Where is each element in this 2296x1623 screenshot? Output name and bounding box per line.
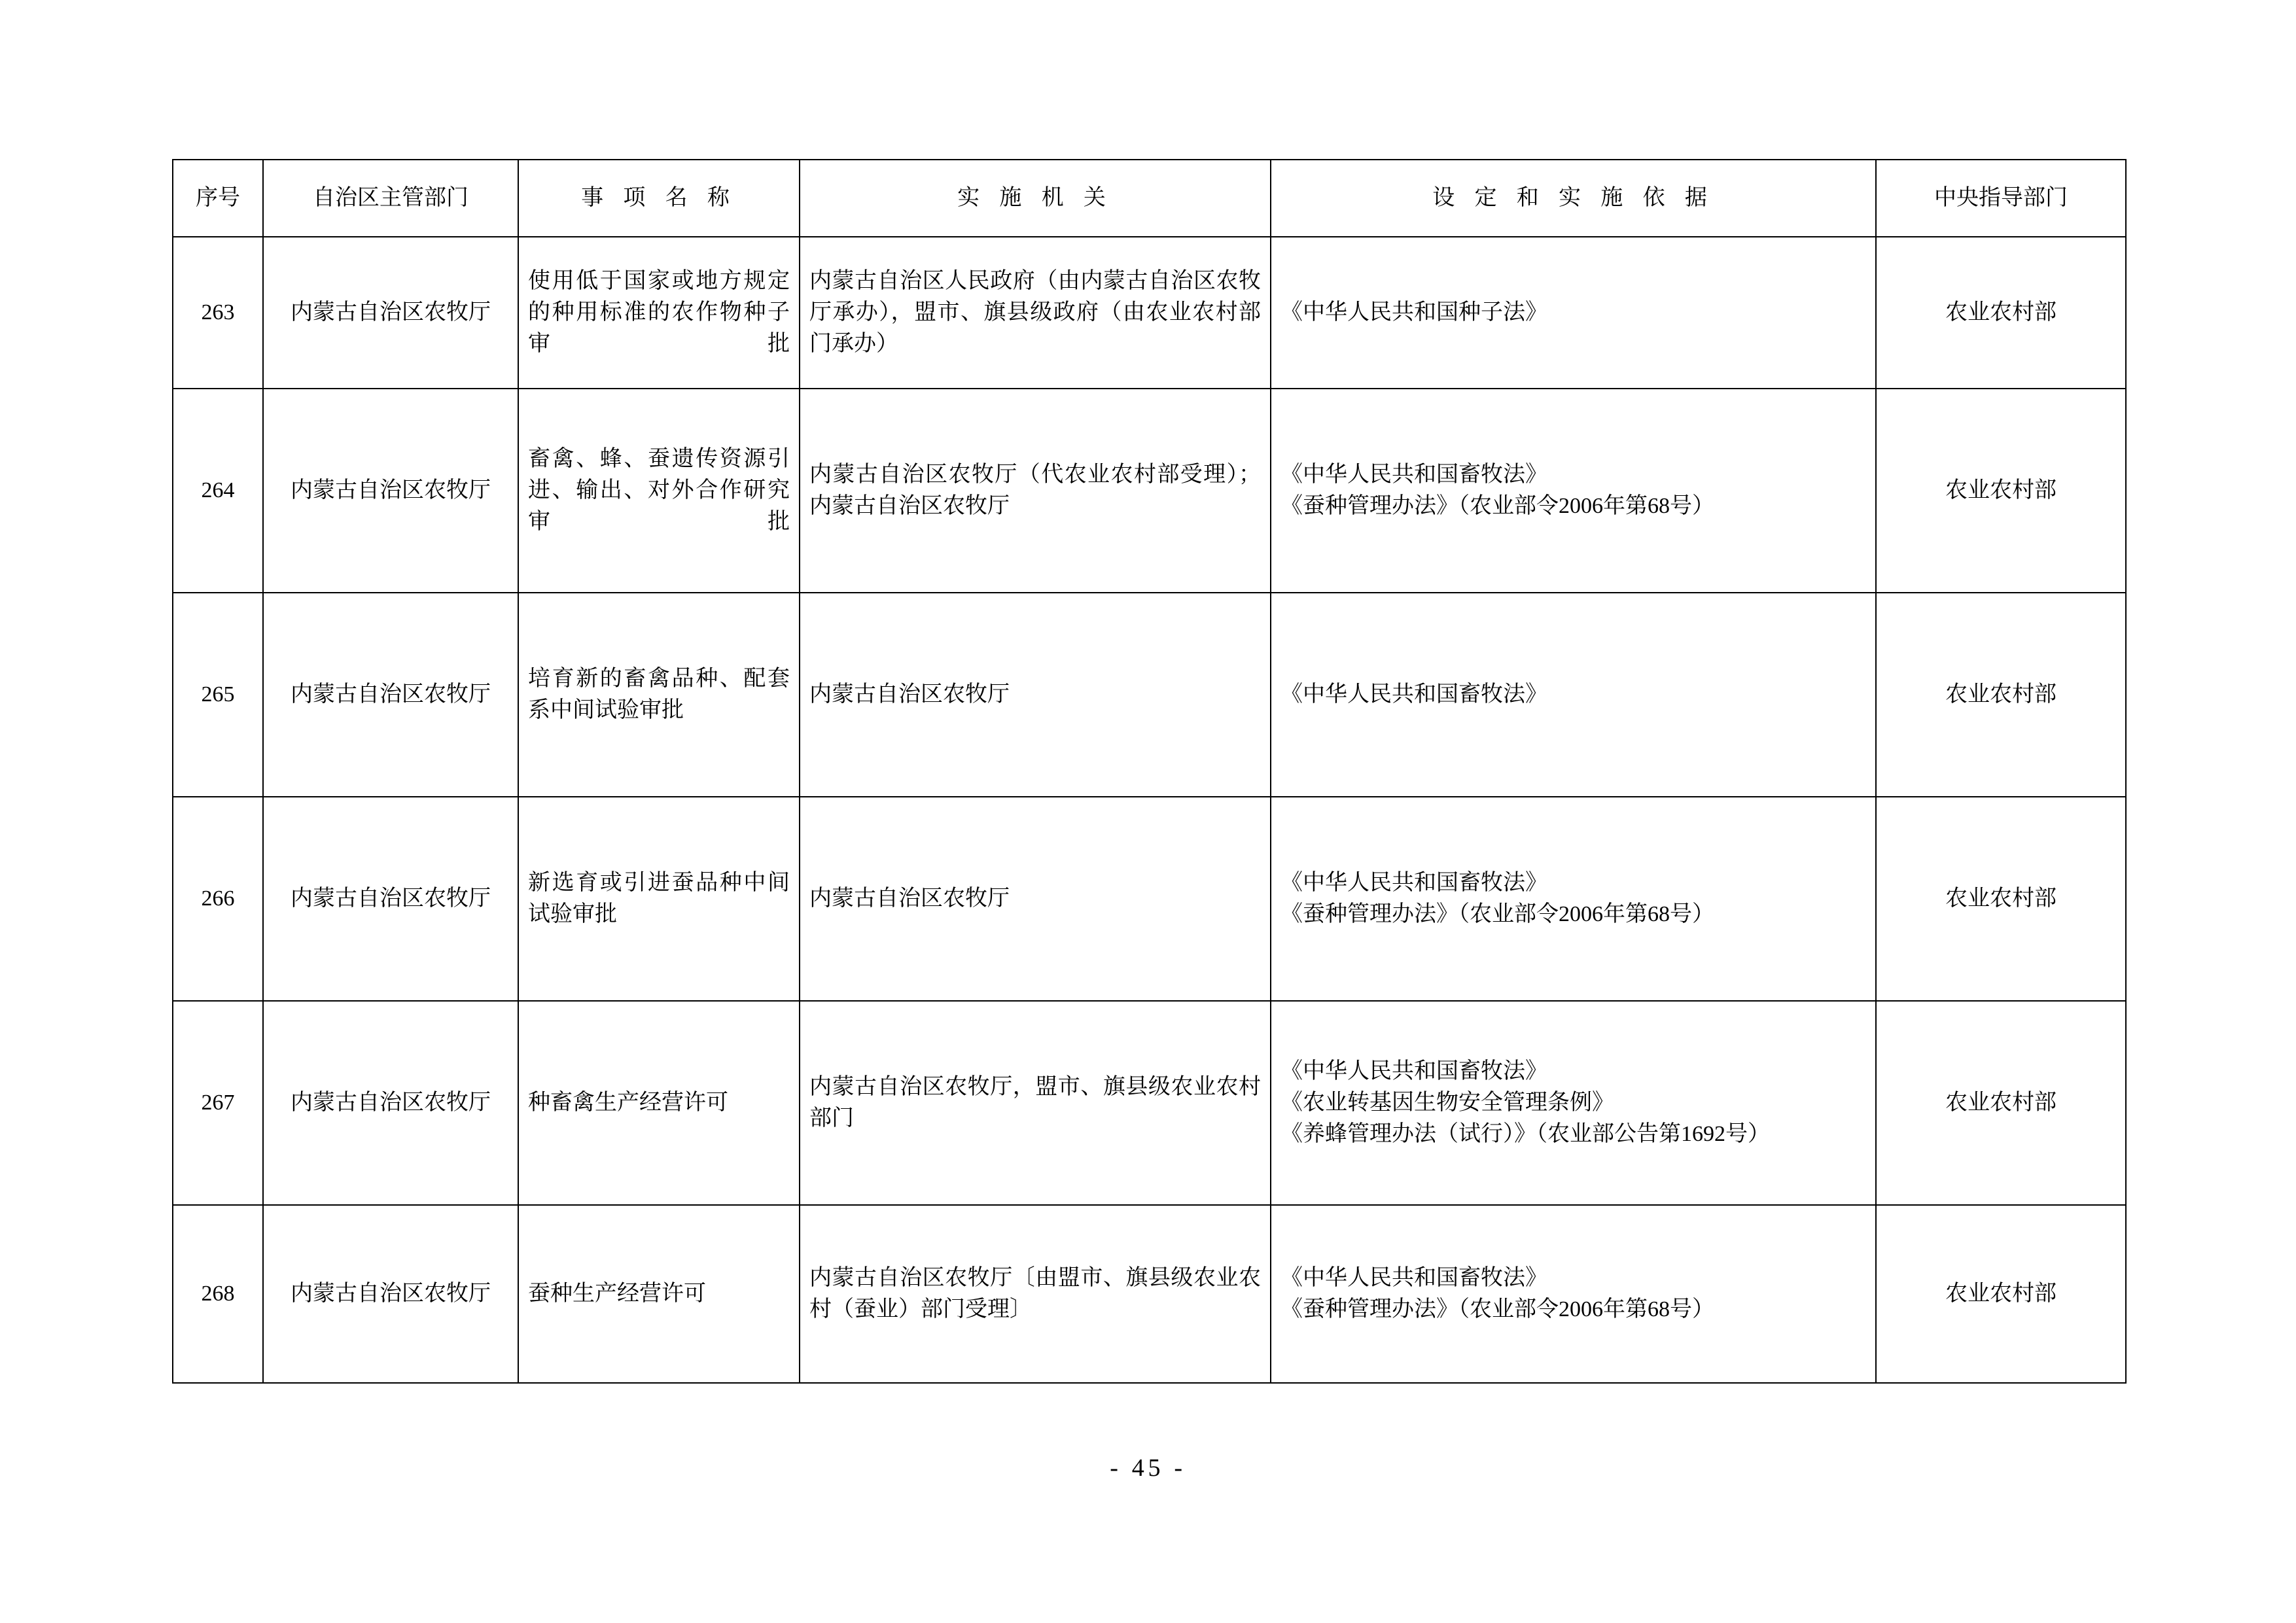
cell-basis	[1271, 1205, 1876, 1383]
cell-item-name: 种畜禽生产经营许可	[518, 1001, 800, 1205]
cell-seq: 265	[173, 593, 263, 797]
table-body	[173, 237, 2126, 1383]
basis-line: 《中华人民共和国畜牧法》	[1280, 1058, 1547, 1083]
cell-agency: 内蒙古自治区农牧厅	[800, 797, 1271, 1001]
table-row	[173, 797, 2126, 1001]
permits-table	[172, 159, 2127, 1384]
table-row	[173, 237, 2126, 389]
column-header-agency: 实 施 机 关	[800, 160, 1271, 237]
cell-seq: 263	[173, 237, 263, 389]
cell-seq: 268	[173, 1205, 263, 1383]
cell-department: 内蒙古自治区农牧厅	[263, 1001, 518, 1205]
table-row	[173, 389, 2126, 593]
cell-basis	[1271, 1001, 1876, 1205]
cell-department: 内蒙古自治区农牧厅	[263, 389, 518, 593]
basis-line: 《农业转基因生物安全管理条例》	[1280, 1090, 1614, 1115]
column-header-seq: 序号	[173, 160, 263, 237]
cell-central-department: 农业农村部	[1876, 797, 2126, 1001]
basis-line: 《中华人民共和国畜牧法》	[1280, 682, 1547, 707]
basis-line: 《中华人民共和国畜牧法》	[1280, 462, 1547, 487]
cell-agency: 内蒙古自治区农牧厅	[800, 593, 1271, 797]
cell-item-name: 培育新的畜禽品种、配套系中间试验审批	[518, 593, 800, 797]
cell-basis	[1271, 797, 1876, 1001]
cell-central-department: 农业农村部	[1876, 1001, 2126, 1205]
cell-agency: 内蒙古自治区农牧厅，盟市、旗县级农业农村部门	[800, 1001, 1271, 1205]
table-row	[173, 1001, 2126, 1205]
cell-seq: 267	[173, 1001, 263, 1205]
basis-line: 《养蜂管理办法（试行）》（农业部公告第1692号）	[1280, 1122, 1770, 1147]
column-header-department: 自治区主管部门	[263, 160, 518, 237]
basis-line: 《蚕种管理办法》（农业部令2006年第68号）	[1280, 1297, 1714, 1321]
cell-central-department: 农业农村部	[1876, 237, 2126, 389]
cell-basis	[1271, 593, 1876, 797]
cell-department: 内蒙古自治区农牧厅	[263, 593, 518, 797]
basis-line: 《中华人民共和国畜牧法》	[1280, 1265, 1547, 1290]
column-header-basis: 设 定 和 实 施 依 据	[1271, 160, 1876, 237]
column-header-item-name: 事 项 名 称	[518, 160, 800, 237]
cell-basis	[1271, 237, 1876, 389]
basis-line: 《中华人民共和国种子法》	[1280, 300, 1547, 324]
cell-agency: 内蒙古自治区农牧厅〔由盟市、旗县级农业农村（蚕业）部门受理〕	[800, 1205, 1271, 1383]
basis-line: 《蚕种管理办法》（农业部令2006年第68号）	[1280, 494, 1714, 518]
cell-seq: 266	[173, 797, 263, 1001]
cell-agency: 内蒙古自治区人民政府（由内蒙古自治区农牧厅承办），盟市、旗县级政府（由农业农村部门承办）	[800, 237, 1271, 389]
cell-central-department: 农业农村部	[1876, 389, 2126, 593]
table-header-row	[173, 160, 2126, 237]
cell-item-name: 使用低于国家或地方规定的种用标准的农作物种子审批	[518, 237, 800, 389]
cell-item-name: 畜禽、蜂、蚕遗传资源引进、输出、对外合作研究审批	[518, 389, 800, 593]
cell-central-department: 农业农村部	[1876, 593, 2126, 797]
permits-table-container	[172, 159, 2125, 1384]
cell-central-department: 农业农村部	[1876, 1205, 2126, 1383]
cell-department: 内蒙古自治区农牧厅	[263, 1205, 518, 1383]
basis-line: 《中华人民共和国畜牧法》	[1280, 870, 1547, 895]
cell-seq: 264	[173, 389, 263, 593]
cell-item-name: 蚕种生产经营许可	[518, 1205, 800, 1383]
cell-department: 内蒙古自治区农牧厅	[263, 237, 518, 389]
cell-basis	[1271, 389, 1876, 593]
cell-agency: 内蒙古自治区农牧厅（代农业农村部受理）；内蒙古自治区农牧厅	[800, 389, 1271, 593]
table-row	[173, 1205, 2126, 1383]
table-row	[173, 593, 2126, 797]
cell-item-name: 新选育或引进蚕品种中间试验审批	[518, 797, 800, 1001]
cell-department: 内蒙古自治区农牧厅	[263, 797, 518, 1001]
table-header	[173, 160, 2126, 237]
page-number: - 45 -	[1110, 1454, 1186, 1482]
basis-line: 《蚕种管理办法》（农业部令2006年第68号）	[1280, 902, 1714, 926]
column-header-central-department: 中央指导部门	[1876, 160, 2126, 237]
